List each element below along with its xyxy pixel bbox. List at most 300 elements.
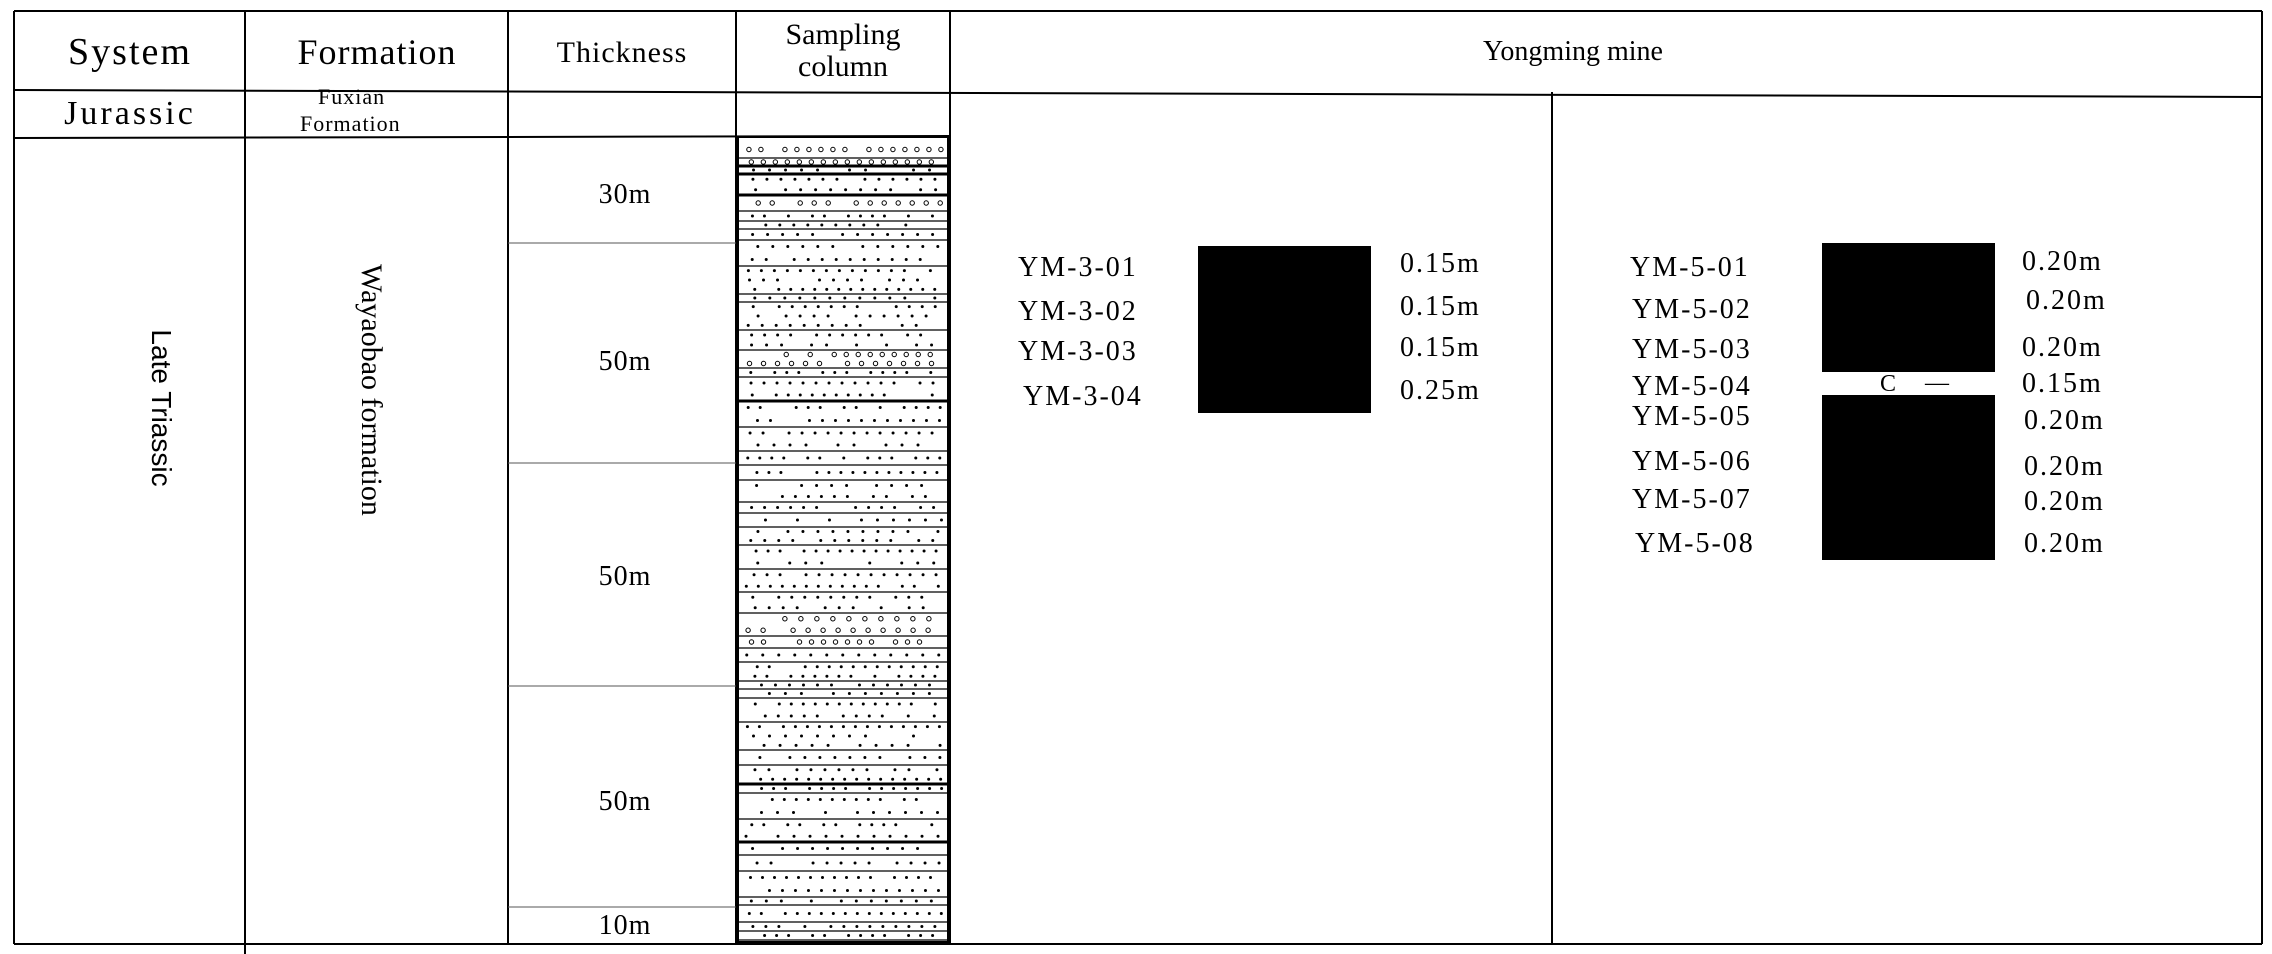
litho-sand-dot [833, 756, 836, 759]
formation-wayaobao: Wayaobao formation [355, 264, 388, 516]
litho-sand-dot [821, 371, 824, 374]
litho-sand-dot [748, 279, 751, 282]
litho-sand-dot [872, 684, 875, 687]
litho-sand-dot [752, 305, 755, 308]
litho-sand-dot [823, 768, 826, 771]
litho-sand-dot [921, 305, 924, 308]
litho-sand-dot [842, 725, 845, 728]
litho-sand-dot [880, 606, 883, 609]
litho-sand-dot [779, 573, 782, 576]
litho-sand-dot [778, 305, 781, 308]
litho-sand-dot [909, 288, 912, 291]
litho-sand-dot [935, 471, 938, 474]
litho-sand-dot [846, 530, 849, 533]
litho-sand-dot [758, 756, 761, 759]
litho-sand-dot [781, 233, 784, 236]
litho-sand-dot [848, 692, 851, 695]
litho-sand-dot [810, 900, 813, 903]
litho-sand-dot [862, 703, 865, 706]
litho-sand-dot [931, 432, 934, 435]
litho-sand-dot [867, 382, 870, 385]
litho-sand-dot [841, 847, 844, 850]
litho-sand-dot [933, 297, 936, 300]
litho-sand-dot [792, 811, 795, 814]
sample-id: YM-5-07 [1632, 484, 1752, 515]
sample-thickness: 0.20m [2024, 486, 2105, 517]
litho-sand-dot [917, 444, 920, 447]
litho-sand-dot [866, 432, 869, 435]
litho-sand-dot [925, 419, 928, 422]
litho-sand-dot [760, 684, 763, 687]
litho-sand-dot [940, 519, 943, 522]
litho-sand-dot [811, 744, 814, 747]
litho-sand-dot [849, 675, 852, 678]
litho-sand-dot [785, 371, 788, 374]
litho-sand-dot [858, 297, 861, 300]
litho-sand-dot [749, 539, 752, 542]
litho-sand-dot [879, 778, 882, 781]
litho-sand-dot [858, 684, 861, 687]
litho-sand-dot [896, 862, 899, 865]
litho-sand-dot [794, 495, 797, 498]
litho-sand-dot [747, 324, 750, 327]
litho-sand-dot [790, 715, 793, 718]
litho-sand-dot [903, 297, 906, 300]
litho-sand-dot [864, 169, 867, 172]
litho-sand-dot [860, 419, 863, 422]
coal-seam-1-block [1198, 246, 1371, 413]
litho-sand-dot [893, 506, 896, 509]
litho-sand-dot [827, 315, 830, 318]
litho-sand-dot [857, 835, 860, 838]
litho-sand-dot [917, 539, 920, 542]
litho-sand-dot [859, 188, 862, 191]
litho-sand-dot [893, 876, 896, 879]
litho-sand-dot [762, 432, 765, 435]
litho-sand-dot [893, 382, 896, 385]
litho-sand-dot [750, 506, 753, 509]
litho-sand-dot [813, 288, 816, 291]
litho-sand-dot [900, 665, 903, 668]
litho-sand-dot [856, 233, 859, 236]
thickness-interval: 10m [598, 910, 652, 941]
litho-sand-dot [919, 188, 922, 191]
litho-sand-dot [838, 606, 841, 609]
litho-sand-dot [808, 912, 811, 915]
litho-sand-dot [872, 495, 875, 498]
litho-sand-dot [802, 506, 805, 509]
litho-sand-dot [930, 823, 933, 826]
litho-sand-dot [800, 169, 803, 172]
litho-sand-dot [844, 573, 847, 576]
litho-sand-dot [820, 495, 823, 498]
litho-sand-dot [874, 188, 877, 191]
litho-sand-dot [809, 835, 812, 838]
litho-sand-dot [854, 382, 857, 385]
litho-sand-dot [905, 484, 908, 487]
litho-sand-dot [919, 382, 922, 385]
litho-sand-dot [751, 233, 754, 236]
litho-sand-dot [783, 297, 786, 300]
litho-sand-dot [938, 457, 941, 460]
litho-sand-dot [801, 530, 804, 533]
litho-sand-dot [928, 787, 931, 790]
litho-sand-dot [888, 297, 891, 300]
litho-sand-dot [814, 703, 817, 706]
litho-sand-dot [786, 269, 789, 272]
litho-sand-dot [897, 288, 900, 291]
litho-sand-dot [837, 288, 840, 291]
litho-sand-dot [929, 876, 932, 879]
litho-sand-dot [807, 889, 810, 892]
litho-sand-dot [938, 756, 941, 759]
litho-sand-dot [874, 703, 877, 706]
litho-sand-dot [864, 269, 867, 272]
litho-sand-dot [918, 432, 921, 435]
litho-sand-dot [834, 823, 837, 826]
litho-sand-dot [896, 573, 899, 576]
litho-sand-dot [924, 665, 927, 668]
litho-sand-dot [871, 934, 874, 937]
litho-sand-dot [890, 269, 893, 272]
litho-sand-dot [829, 925, 832, 928]
litho-sand-dot [900, 900, 903, 903]
litho-sand-dot [902, 279, 905, 282]
litho-sand-dot [801, 432, 804, 435]
litho-sand-dot [784, 188, 787, 191]
litho-sand-dot [848, 169, 851, 172]
litho-sand-dot [933, 178, 936, 181]
litho-sand-dot [915, 406, 918, 409]
litho-sand-dot [767, 471, 770, 474]
litho-sand-dot [837, 675, 840, 678]
litho-sand-dot [848, 735, 851, 738]
litho-sand-dot [885, 288, 888, 291]
litho-sand-dot [852, 665, 855, 668]
litho-sand-dot [912, 665, 915, 668]
litho-sand-dot [807, 778, 810, 781]
litho-sand-dot [764, 224, 767, 227]
litho-sand-dot [778, 703, 781, 706]
litho-sand-dot [931, 233, 934, 236]
litho-sand-dot [751, 178, 754, 181]
litho-sand-dot [898, 889, 901, 892]
sample-id: YM-5-03 [1632, 334, 1752, 365]
litho-sand-dot [754, 703, 757, 706]
litho-sand-dot [789, 675, 792, 678]
litho-sand-dot [932, 382, 935, 385]
litho-sand-dot [859, 324, 862, 327]
litho-sand-dot [927, 778, 930, 781]
litho-sand-dot [917, 876, 920, 879]
litho-sand-dot [797, 876, 800, 879]
litho-sand-dot [877, 269, 880, 272]
litho-sand-dot [819, 798, 822, 801]
litho-sand-dot [801, 288, 804, 291]
litho-sand-dot [848, 756, 851, 759]
litho-sand-dot [903, 406, 906, 409]
litho-sand-dot [921, 835, 924, 838]
litho-sand-dot [847, 394, 850, 397]
litho-sand-dot [811, 215, 814, 218]
litho-sand-dot [813, 297, 816, 300]
litho-sand-dot [809, 876, 812, 879]
litho-sand-dot [790, 703, 793, 706]
litho-sand-dot [804, 562, 807, 565]
litho-sand-dot [800, 484, 803, 487]
litho-sand-dot [921, 288, 924, 291]
litho-sand-dot [814, 188, 817, 191]
litho-sand-dot [920, 596, 923, 599]
litho-sand-dot [832, 735, 835, 738]
litho-sand-dot [831, 778, 834, 781]
litho-sand-dot [781, 495, 784, 498]
sample-id: YM-5-01 [1630, 252, 1750, 283]
litho-sand-dot [756, 862, 759, 865]
litho-sand-dot [902, 725, 905, 728]
litho-sand-dot [843, 406, 846, 409]
litho-sand-dot [858, 823, 861, 826]
sample-id: YM-5-05 [1632, 401, 1752, 432]
litho-sand-dot [768, 692, 771, 695]
litho-sand-dot [847, 539, 850, 542]
litho-sand-dot [777, 539, 780, 542]
litho-sand-dot [885, 495, 888, 498]
sample-thickness: 0.20m [2024, 405, 2105, 436]
litho-sand-dot [788, 684, 791, 687]
litho-sand-dot [916, 233, 919, 236]
litho-sand-dot [823, 215, 826, 218]
sample-thickness: 0.15m [2022, 368, 2103, 399]
litho-sand-dot [875, 744, 878, 747]
litho-sand-dot [825, 835, 828, 838]
litho-sand-dot [892, 787, 895, 790]
litho-sand-dot [791, 305, 794, 308]
thickness-interval: 50m [598, 786, 652, 817]
litho-sand-dot [789, 506, 792, 509]
litho-sand-dot [904, 224, 907, 227]
litho-sand-dot [915, 900, 918, 903]
litho-sand-dot [793, 654, 796, 657]
litho-sand-dot [789, 444, 792, 447]
litho-sand-dot [877, 585, 880, 588]
litho-sand-dot [842, 715, 845, 718]
litho-sand-dot [785, 315, 788, 318]
litho-sand-dot [905, 654, 908, 657]
litho-sand-dot [828, 519, 831, 522]
litho-sand-dot [923, 756, 926, 759]
litho-sand-dot [881, 715, 884, 718]
litho-sand-dot [747, 269, 750, 272]
litho-sand-dot [869, 315, 872, 318]
litho-sand-dot [875, 484, 878, 487]
litho-sand-dot [827, 744, 830, 747]
litho-sand-dot [783, 778, 786, 781]
litho-sand-dot [837, 768, 840, 771]
litho-sand-dot [848, 224, 851, 227]
litho-sand-dot [929, 371, 932, 374]
litho-sand-dot [853, 585, 856, 588]
litho-sand-dot [926, 725, 929, 728]
litho-sand-dot [799, 394, 802, 397]
litho-sand-dot [929, 269, 932, 272]
litho-sand-dot [873, 419, 876, 422]
litho-sand-dot [894, 823, 897, 826]
litho-sand-dot [763, 744, 766, 747]
litho-sand-dot [824, 811, 827, 814]
litho-sand-dot [806, 725, 809, 728]
litho-sand-dot [768, 169, 771, 172]
litho-sand-dot [755, 550, 758, 553]
litho-sand-dot [775, 394, 778, 397]
litho-sand-dot [752, 169, 755, 172]
litho-sand-dot [883, 394, 886, 397]
litho-sand-dot [766, 233, 769, 236]
litho-sand-dot [891, 530, 894, 533]
litho-sand-dot [878, 756, 881, 759]
litho-sand-dot [807, 495, 810, 498]
litho-sand-dot [869, 371, 872, 374]
litho-sand-dot [825, 675, 828, 678]
sample-id: YM-5-08 [1635, 528, 1755, 559]
litho-sand-dot [933, 288, 936, 291]
litho-sand-dot [871, 215, 874, 218]
litho-sand-dot [900, 562, 903, 565]
litho-sand-dot [907, 768, 910, 771]
litho-sand-dot [817, 305, 820, 308]
litho-sand-dot [865, 768, 868, 771]
litho-sand-dot [807, 178, 810, 181]
litho-sand-dot [915, 324, 918, 327]
litho-sand-dot [856, 847, 859, 850]
litho-sand-dot [861, 530, 864, 533]
litho-sand-dot [868, 912, 871, 915]
litho-sand-dot [856, 305, 859, 308]
litho-sand-dot [773, 371, 776, 374]
litho-sand-dot [891, 245, 894, 248]
sample-thickness: 0.20m [2026, 285, 2107, 316]
litho-sand-dot [763, 506, 766, 509]
litho-sand-dot [832, 787, 835, 790]
litho-sand-dot [746, 725, 749, 728]
litho-sand-dot [821, 178, 824, 181]
litho-sand-dot [829, 188, 832, 191]
litho-sand-dot [934, 305, 937, 308]
litho-sand-dot [773, 876, 776, 879]
litho-sand-dot [754, 188, 757, 191]
litho-sand-dot [928, 692, 931, 695]
litho-sand-dot [756, 245, 759, 248]
litho-sand-dot [883, 934, 886, 937]
litho-sand-dot [835, 394, 838, 397]
litho-sand-dot [915, 344, 918, 347]
litho-sand-dot [811, 934, 814, 937]
sample-id: YM-3-04 [1023, 381, 1143, 412]
litho-sand-dot [830, 684, 833, 687]
litho-sand-dot [937, 889, 940, 892]
litho-sand-dot [892, 432, 895, 435]
litho-sand-dot [907, 215, 910, 218]
litho-sand-dot [870, 900, 873, 903]
litho-sand-dot [924, 889, 927, 892]
litho-sand-dot [809, 654, 812, 657]
header-sampling-line2: column [798, 50, 888, 83]
litho-sand-dot [905, 178, 908, 181]
litho-sand-dot [758, 725, 761, 728]
litho-sand-dot [748, 912, 751, 915]
litho-sand-dot [810, 344, 813, 347]
litho-sand-dot [847, 215, 850, 218]
litho-sand-dot [818, 725, 821, 728]
litho-sand-dot [842, 596, 845, 599]
litho-sand-dot [936, 665, 939, 668]
litho-sand-dot [776, 506, 779, 509]
litho-sand-dot [845, 484, 848, 487]
litho-sand-dot [824, 606, 827, 609]
litho-sand-dot [814, 432, 817, 435]
litho-sand-dot [868, 925, 871, 928]
litho-sand-dot [807, 258, 810, 261]
litho-sand-dot [868, 787, 871, 790]
litho-sand-dot [919, 178, 922, 181]
thickness-interval: 50m [598, 346, 652, 377]
litho-sand-dot [853, 444, 856, 447]
litho-sand-dot [866, 725, 869, 728]
litho-sand-dot [838, 703, 841, 706]
litho-sand-dot [872, 811, 875, 814]
litho-sand-dot [867, 798, 870, 801]
sample-thickness: 0.15m [1400, 248, 1481, 279]
litho-sand-dot [779, 744, 782, 747]
litho-sand-dot [855, 778, 858, 781]
litho-sand-dot [924, 519, 927, 522]
litho-sand-dot [796, 606, 799, 609]
litho-sand-dot [867, 334, 870, 337]
litho-sand-dot [928, 684, 931, 687]
litho-sand-dot [931, 539, 934, 542]
litho-sand-dot [797, 371, 800, 374]
litho-sand-dot [775, 324, 778, 327]
litho-sand-dot [924, 862, 927, 865]
litho-sand-dot [893, 371, 896, 374]
litho-sand-dot [842, 457, 845, 460]
litho-sand-dot [863, 178, 866, 181]
litho-sand-dot [846, 279, 849, 282]
litho-sand-dot [776, 382, 779, 385]
litho-sand-dot [745, 585, 748, 588]
litho-sand-dot [792, 224, 795, 227]
litho-sand-dot [903, 778, 906, 781]
coal-seam-2-thickness [2022, 246, 2107, 559]
litho-sand-dot [771, 798, 774, 801]
litho-sand-dot [931, 394, 934, 397]
litho-sand-dot [831, 245, 834, 248]
litho-sand-dot [879, 798, 882, 801]
litho-sand-dot [854, 334, 857, 337]
litho-sand-dot [769, 419, 772, 422]
litho-sand-dot [806, 224, 809, 227]
litho-sand-dot [798, 823, 801, 826]
litho-sand-dot [788, 756, 791, 759]
litho-sand-dot [904, 787, 907, 790]
litho-sand-dot [906, 334, 909, 337]
jurassic-system: Jurassic [64, 95, 196, 132]
litho-sand-dot [833, 876, 836, 879]
litho-sand-dot [909, 573, 912, 576]
litho-sand-dot [886, 233, 889, 236]
litho-sand-dot [803, 596, 806, 599]
litho-sand-dot [805, 585, 808, 588]
